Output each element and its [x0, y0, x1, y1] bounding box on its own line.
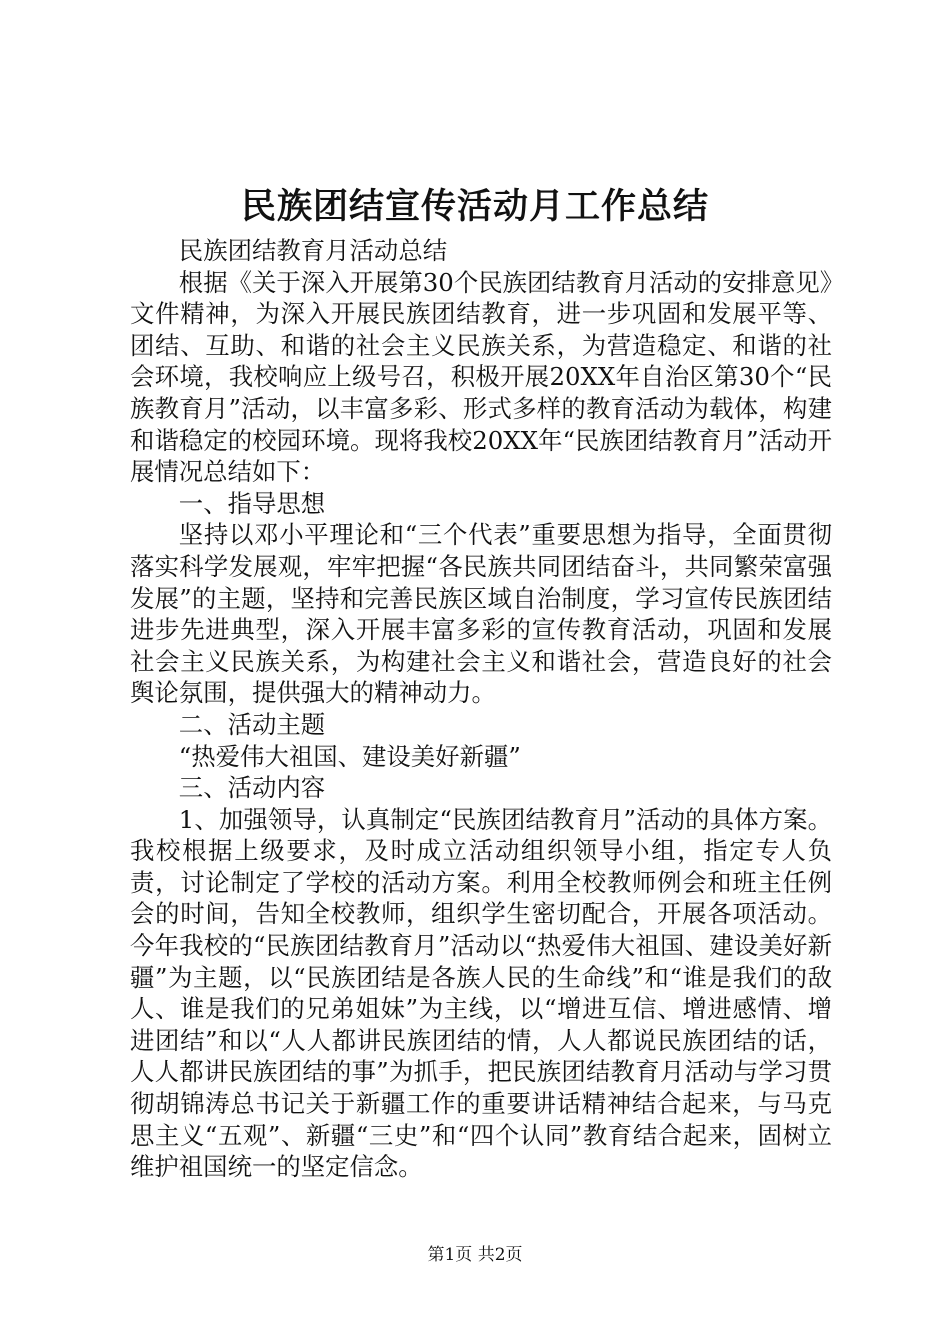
- paragraph-intro: 根据《关于深入开展第30个民族团结教育月活动的安排意见》文件精神，为深入开展民族团结教育，进一步巩固和发展平等、团结、互助、和谐的社会主义民族关系，为营造稳定、和谐的社会环境，我校响应上级号召，积极开展20XX年自治区第30个“民族教育月”活动，以丰富多彩、形式多样的教育活动为载体，构建和谐稳定的校园环境。现将我校20XX年“民族团结教育月”活动开展情况总结如下：: [130, 267, 832, 487]
- paragraph-activity-theme: “热爱伟大祖国、建设美好新疆”: [178, 741, 521, 771]
- document-body: [130, 235, 832, 1183]
- page-number-footer: 第1页 共2页: [427, 1245, 523, 1265]
- heading-activity-content: 三、活动内容: [178, 773, 326, 803]
- paragraph-subtitle: 民族团结教育月活动总结: [178, 236, 448, 265]
- document-title: 民族团结宣传活动月工作总结: [240, 186, 709, 227]
- heading-activity-theme: 二、活动主题: [178, 709, 326, 739]
- heading-guiding-thought: 一、指导思想: [178, 488, 326, 518]
- paragraph-activity-content-1: 1、加强领导，认真制定“民族团结教育月”活动的具体方案。我校根据上级要求，及时成立活动组织领导小组，指定专人负责，讨论制定了学校的活动方案。利用全校教师例会和班主任例会的时间，告知全校教师，组织学生密切配合，开展各项活动。今年我校的“民族团结教育月”活动以“热爱伟大祖国、建设美好新疆”为主题，以“民族团结是各族人民的生命线”和“谁是我们的敌人、谁是我们的兄弟姐妹”为主线，以“增进互信、增进感情、增进团结”和以“人人都讲民族团结的情，人人都说民族团结的话，人人都讲民族团结的事”为抓手，把民族团结教育月活动与学习贯彻胡锦涛总书记关于新疆工作的重要讲话精神结合起来，与马克思主义“五观”、新疆“三史”和“四个认同”教育结合起来，固树立维护祖国统一的坚定信念。: [130, 804, 832, 1182]
- paragraph-guiding-thought: 坚持以邓小平理论和“三个代表”重要思想为指导，全面贯彻落实科学发展观，牢牢把握“各民族共同团结奋斗，共同繁荣富强发展”的主题，坚持和完善民族区域自治制度，学习宣传民族团结进步先进典型，深入开展丰富多彩的宣传教育活动，巩固和发展社会主义民族关系，为构建社会主义和谐社会，营造良好的社会舆论氛围，提供强大的精神动力。: [130, 520, 832, 708]
